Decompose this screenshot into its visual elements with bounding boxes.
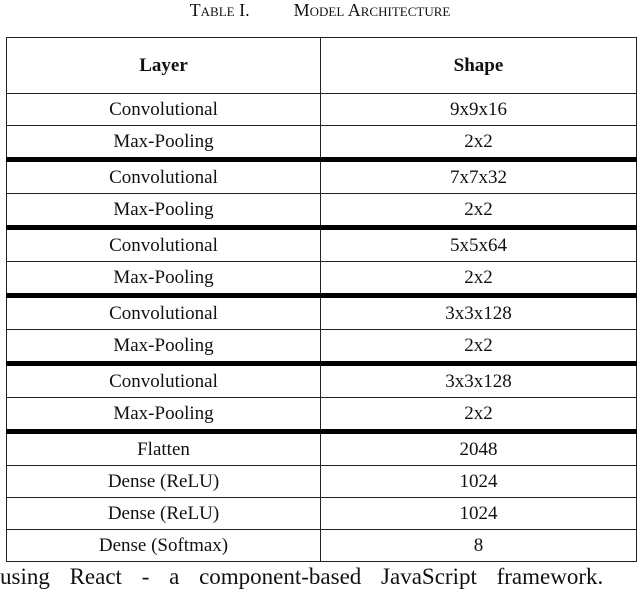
cell-layer: Convolutional: [7, 160, 321, 194]
table-row: [7, 330, 637, 364]
cell-shape: 2x2: [321, 126, 637, 160]
cell-shape: 2x2: [321, 262, 637, 296]
table-caption: [0, 0, 640, 20]
cell-shape: 7x7x32: [321, 160, 637, 194]
cell-shape: 2x2: [321, 194, 637, 228]
cell-layer: Max-Pooling: [7, 126, 321, 160]
table-row: [7, 160, 637, 194]
cell-layer: Dense (ReLU): [7, 498, 321, 530]
body-text: using React - a component-based JavaScript framework.: [0, 564, 604, 589]
cell-shape: 1024: [321, 498, 637, 530]
cell-layer: Max-Pooling: [7, 262, 321, 296]
cell-layer: Max-Pooling: [7, 330, 321, 364]
cell-shape: 3x3x128: [321, 296, 637, 330]
cell-shape: 5x5x64: [321, 228, 637, 262]
cell-layer: Convolutional: [7, 296, 321, 330]
table-row: [7, 530, 637, 562]
table-row: [7, 194, 637, 228]
table-row: [7, 466, 637, 498]
header-shape: Shape: [321, 38, 637, 94]
cell-shape: 1024: [321, 466, 637, 498]
cell-shape: 8: [321, 530, 637, 562]
table-row: [7, 364, 637, 398]
table-row: [7, 94, 637, 126]
cell-shape: 9x9x16: [321, 94, 637, 126]
header-row: [7, 38, 637, 94]
cell-shape: 3x3x128: [321, 364, 637, 398]
model-architecture-table: [6, 37, 637, 562]
cell-layer: Max-Pooling: [7, 398, 321, 432]
table-row: [7, 398, 637, 432]
table-row: [7, 498, 637, 530]
cell-layer: Dense (ReLU): [7, 466, 321, 498]
table-row: [7, 432, 637, 466]
cell-layer: Convolutional: [7, 228, 321, 262]
cell-layer: Convolutional: [7, 94, 321, 126]
table-number: Table I.: [189, 0, 250, 20]
cell-layer: Max-Pooling: [7, 194, 321, 228]
cell-shape: 2x2: [321, 398, 637, 432]
table-row: [7, 296, 637, 330]
table-row: [7, 228, 637, 262]
cell-layer: Dense (Softmax): [7, 530, 321, 562]
table-row: [7, 262, 637, 296]
header-layer: Layer: [7, 38, 321, 94]
cell-shape: 2048: [321, 432, 637, 466]
cell-shape: 2x2: [321, 330, 637, 364]
table-title: Model Architecture: [293, 0, 451, 20]
table-row: [7, 126, 637, 160]
cell-layer: Flatten: [7, 432, 321, 466]
cell-layer: Convolutional: [7, 364, 321, 398]
